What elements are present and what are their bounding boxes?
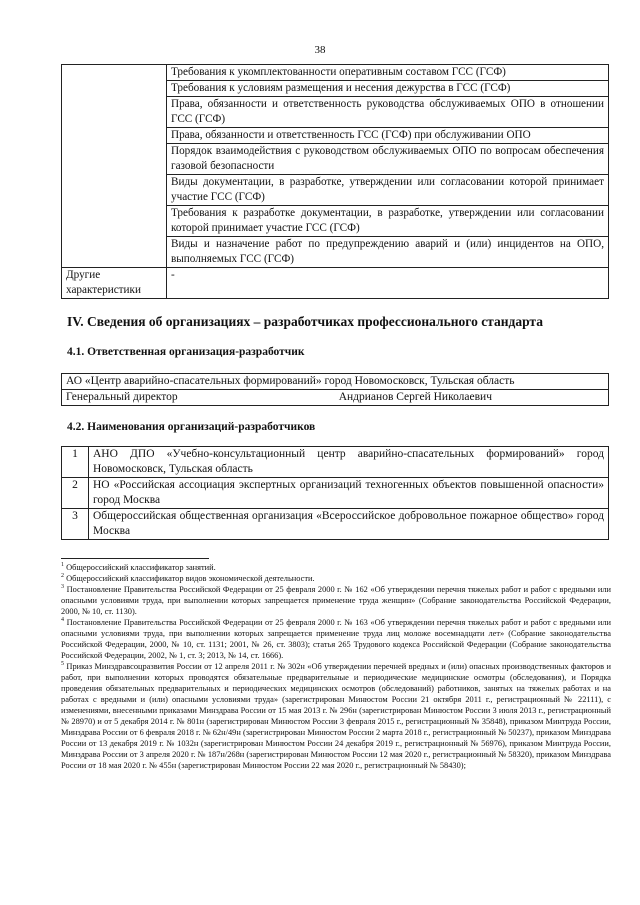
footnotes	[61, 562, 611, 771]
row-number: 3	[62, 509, 89, 540]
requirement-item: Виды документации, в разработке, утверждении или согласовании которой принимает участие ГСС (ГСФ)	[167, 175, 609, 206]
footnote-text: Постановление Правительства Российской Федерации от 25 февраля 2000 г. № 163 «Об утверждении перечня тяжелых работ и работ с вредными или опасными условиями труда, при выполнении которых запрещается применение труда лиц моложе восемнадцати лет» (Собрание законодательства Российской Федерации, 2000, № 10, ст. 1131; 2001, № 26, ст. 3803); статья 265 Трудового кодекса Российской Федерации (Собрание законодательства Российской Федерации, 2002, № 1, ст. 3; 2013, № 14, ст. 1666).	[61, 618, 612, 660]
responsible-org-name: АО «Центр аварийно-спасательных формирований» город Новомосковск, Тульская область	[62, 374, 609, 390]
table-row	[62, 447, 609, 478]
developer-org-name: АНО ДПО «Учебно-консультационный центр аварийно-спасательных формирований» город Новомосковск, Тульская область	[89, 447, 609, 478]
requirement-item: Требования к условиям размещения и несения дежурства в ГСС (ГСФ)	[167, 81, 609, 97]
footnote-number: 1	[61, 562, 64, 569]
footnote-number: 3	[61, 584, 64, 591]
developer-orgs-heading: 4.2. Наименования организаций-разработчиков	[67, 421, 316, 433]
footnote-text: Приказ Минздравсоцразвития России от 12 апреля 2011 г. № 302н «Об утверждении перечней вредных и (или) опасных производственных факторов и работ, при выполнении которых проводятся обязательные предварительные и периодические медицинские осмотры (обследования), и Порядка проведения обязательных предварительных и периодических медицинских осмотров (обследований) работников, занятых на тяжелых работах и на работах с вредными и (или) опасными условиями труда» (зарегистрирован Минюстом России 21 октября 2011 г., регистрационный № 22111), с изменениями, внесенными приказами Минздрава России от 15 мая 2013 г. № 296н (зарегистрирован Минюстом России 3 июля 2013 г., регистрационный № 28970) и от 5 декабря 2014 г. № 801н (зарегистрирован Минюстом России 3 февраля 2015 г., регистрационный № 35848), приказом Минтруда России, Минздрава России от 6 февраля 2018 г. № 62н/49н (зарегистрирован Минюстом России 2 марта 2018 г., регистрационный № 50237), приказом Минздрава России от 13 декабря 2019 г. № 1032н (зарегистрирован Минюстом России 24 декабря 2019 г., регистрационный № 56976), приказом Минтруда России, Минздрава России от 3 апреля 2020 г. № 187н/268н (зарегистрирован Минюстом России 12 мая 2020 г., регистрационный № 58320), приказом Минздрава России от 18 мая 2020 г. № 455н (зарегистрирован Минюстом России 22 мая 2020 г., регистрационный № 58430);	[61, 662, 611, 770]
requirement-item: Виды и назначение работ по предупреждению аварий и (или) инцидентов на ОПО, выполняемых ГСС (ГСФ)	[167, 237, 609, 268]
footnote	[61, 661, 611, 771]
table-row	[62, 268, 609, 299]
requirement-item: Требования к укомплектованности оперативным составом ГСС (ГСФ)	[167, 65, 609, 81]
empty-cell	[62, 65, 167, 268]
row-number: 2	[62, 478, 89, 509]
table-row	[62, 65, 609, 81]
row-number: 1	[62, 447, 89, 478]
footnote-text: Общероссийский классификатор видов экономической деятельности.	[66, 574, 315, 583]
table-row	[62, 390, 609, 406]
requirement-item: Порядок взаимодействия с руководством обслуживаемых ОПО по вопросам обеспечения газовой безопасности	[167, 144, 609, 175]
page-number: 38	[314, 44, 326, 56]
footnote	[61, 617, 611, 661]
other-characteristics-value: -	[167, 268, 609, 299]
footnote	[61, 584, 611, 617]
responsible-org-table	[61, 373, 609, 406]
table-row	[62, 509, 609, 540]
responsible-org-heading: 4.1. Ответственная организация-разработчик	[67, 346, 305, 358]
developer-org-name: НО «Российская ассоциация экспертных организаций техногенных объектов повышенной опасности» город Москва	[89, 478, 609, 509]
other-characteristics-label: Другие характеристики	[62, 268, 167, 299]
developer-org-name: Общероссийская общественная организация «Всероссийское добровольное пожарное общество» город Москва	[89, 509, 609, 540]
developer-orgs-table	[61, 446, 609, 540]
footnote-text: Постановление Правительства Российской Федерации от 25 февраля 2000 г. № 162 «Об утверждении перечня тяжелых работ и работ с вредными или опасными условиями труда, при выполнении которых запрещается применение труда женщин» (Собрание законодательства Российской Федерации, 2000, № 10, ст. 1130).	[61, 585, 612, 616]
footnote-divider	[61, 558, 209, 559]
section-title: IV. Сведения об организациях – разработчиках профессионального стандарта	[67, 314, 543, 329]
requirement-item: Требования к разработке документации, в разработке, утверждении или согласовании которой принимает участие ГСС (ГСФ)	[167, 206, 609, 237]
requirement-item: Права, обязанности и ответственность руководства обслуживаемых ОПО в отношении ГСС (ГСФ)	[167, 97, 609, 128]
director-position: Генеральный директор	[66, 391, 178, 403]
footnote-number: 4	[61, 617, 64, 624]
requirement-item: Права, обязанности и ответственность ГСС (ГСФ) при обслуживании ОПО	[167, 128, 609, 144]
requirements-table	[61, 64, 609, 299]
director-name: Андрианов Сергей Николаевич	[338, 391, 492, 403]
footnote-number: 2	[61, 573, 64, 580]
footnote-text: Общероссийский классификатор занятий.	[66, 563, 216, 572]
footnote	[61, 562, 611, 573]
footnote	[61, 573, 611, 584]
footnote-number: 5	[61, 661, 64, 668]
table-row	[62, 478, 609, 509]
table-row	[62, 374, 609, 390]
director-cell	[62, 390, 609, 406]
